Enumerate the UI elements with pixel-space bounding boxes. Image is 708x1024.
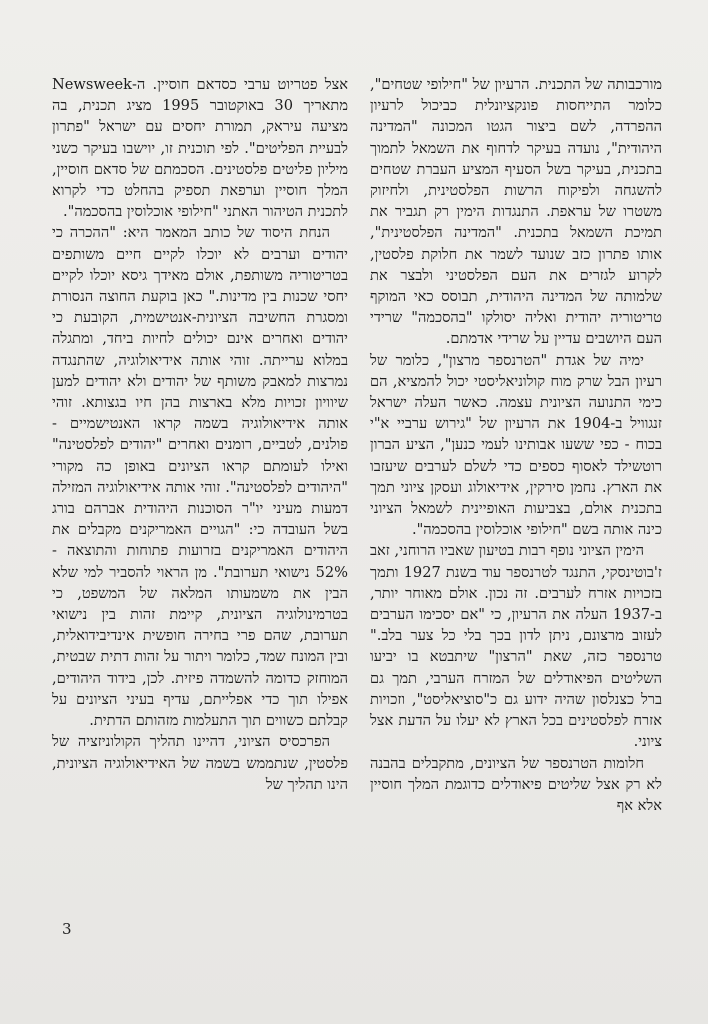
text-column-right: [370, 74, 662, 816]
paragraph: חלומות הטרנספר של הציונים, מתקבלים בהבנה לא רק אצל שליטים פיאודלים כדוגמת המלך חוסיין אלא אף: [370, 754, 662, 814]
paragraph: הפרכסיס הציוני, דהיינו תהליך הקולוניזציה של פלסטין, שנתממש בשמה של האידיאולוגיה הציונית, הינו תהליך של: [52, 733, 348, 793]
page-number: 3: [62, 920, 72, 938]
paragraph: מורכבותה של התכנית. הרעיון של "חילופי שטחים", כלומר התייחסות פונקציונלית כביכול לרעיון ההפרדה, לשם ביצור הגטו המכונה "המדינה היהודית", נועדה בעיקר לדחוף את השמאל לתמוך בתכנית, בעיקר בשל הסעיף המציע העברת שטחים להשגחה ולפיקוח הרשות הפלסטינית, ולחיזוק משטרו של עראפת. התנגדות הימין רק תגביר את תמיכת השמאל בתכנית. "המדינה הפלסטינית", אותו פתרון כזב שנועד לשמר את חלוקת פלסטין, לקרוע לגזרים את העם הפלסטיני ולבצר את שלמותה של המדינה היהודית, תבוסס כאי המוקף טריטוריה יהודית ואליה יסולקו "בהסכמה" שרידי העם היושבים עדיין על שרידי אדמתם.: [370, 76, 662, 348]
paragraph: הימין הציוני נופף רבות בטיעון שאביו הרוחני, זאב ז'בוטינסקי, התנגד לטרנספר עוד בשנת 1927 ותמך בזכויות אזרח לערבים. זה נכון. אולם מאוחר יותר, ב-1937 העלה את הרעיון, כי "אם יסכימו הערבים לעזוב מרצונם, ניתן לדון בכך בלי כל צער בלב." טרנספר כזה, שאת "הרצון" שיתבטא בו יביעו השליטים הפיאודלים של המזרח הערבי, תמך גם ברל כצנלסון שהיה ידוע גם כ"סוציאליסט", וזכויות אזרח לפלסטינים בכל הארץ לא יעלו על הדעת אצל ציוני.: [370, 542, 662, 751]
paragraph: אצל פטריוט ערבי כסדאם חוסיין. ה-Newsweek מתאריך 30 באוקטובר 1995 מציג תכנית, בה מציעה עיראק, תמורת יחסים עם ישראל "פתרון לבעיית הפליטים". לפי תוכנית זו, יוישבו בעיקר כשני מיליון פליטים פלסטינים. הסכמתם של סדאם חוסיין, המלך חוסיין וערפאת תספיק בהחלט כדי לקרוא לתכנית הטיהור האתני "חילופי אוכלוסין בהסכמה".: [52, 76, 348, 221]
paragraph: הנחת היסוד של כותב המאמר היא: "ההכרה כי יהודים וערבים לא יוכלו לקיים חיים משותפים בטריטוריה משותפת, אולם מאידך גיסא יוכלו לקיים יחסי שכנות בין מדינות." כאן בוקעת החוצה הנסורת ומסגרת החשיבה הציונית-אנטישמית, הקובעת כי יהודים ואחרים אינם יכולים לחיות ביחד, ומתגלה במלוא ערייתה. זוהי אותה אידיאולוגיה, שהתנגדה נמרצות למאבק משותף של יהודים ולא יהודים למען שיוויון זכויות מלא בארצות בהן חיו בגצותא. זוהי אותה אידיאולוגיה בשמה קראו האנטישמיים - פולנים, לטביים, רומנים ואחרים "יהודים לפלסטינה" ואילו לעומתם קראו הציונים באופן כה מקורי "היהודים לפלסטינה". זוהי אותה אידיאולוגיה המזילה דמעות מעיני יו"ר הסוכנות היהודית אברהם בורג בשל העובדה כי: "הגויים האמריקנים מקבלים את היהודים האמריקנים בזרועות פתוחות והתוצאה - 52% נישואי תערובת". מן הראוי להסביר למי שלא הבין את משמעותו המלאה של המשפט, כי בטרמינולוגיה הציונית, קיימת זהות בין נישואי תערובת, שהם פרי בחירה חופשית אינדיבידואלית, ובין המונח שמד, כלומר ויתור על זהות דתית שבטית, המוחזק כדומה להשמדה פיזית. לכן, בידוד היהודים, אפילו תוך כדי אפלייתם, עדיף בעיני הציונים על קבלתם כשווים תוך התעלמות מזהותם הדתית.: [52, 224, 348, 730]
paragraph: ימיה של אגדת "הטרנספר מרצון", כלומר של רעיון הבל שרק מוח קולוניאליסטי יכול להמציא, הם כימי התנועה הציונית עצמה. כאשר העלה ישראל זנגוויל ב-1904 את הרעיון של "גירוש ערביי א"י בכוח - כפי ששעו אבותינו לעמי כנען", הציע הברון רוטשילד לאסוף כספים כדי לשלם לערבים שיעזבו את הארץ. נחמן סירקין, אידיאולוג ועסקן ציוני תמך בתכנית אולם, בצביעות האופיינית לשמאל הציוני כינה אותה בשם "חילופי אוכלוסין בהסכמה".: [370, 351, 662, 539]
text-column-left: [52, 74, 348, 795]
